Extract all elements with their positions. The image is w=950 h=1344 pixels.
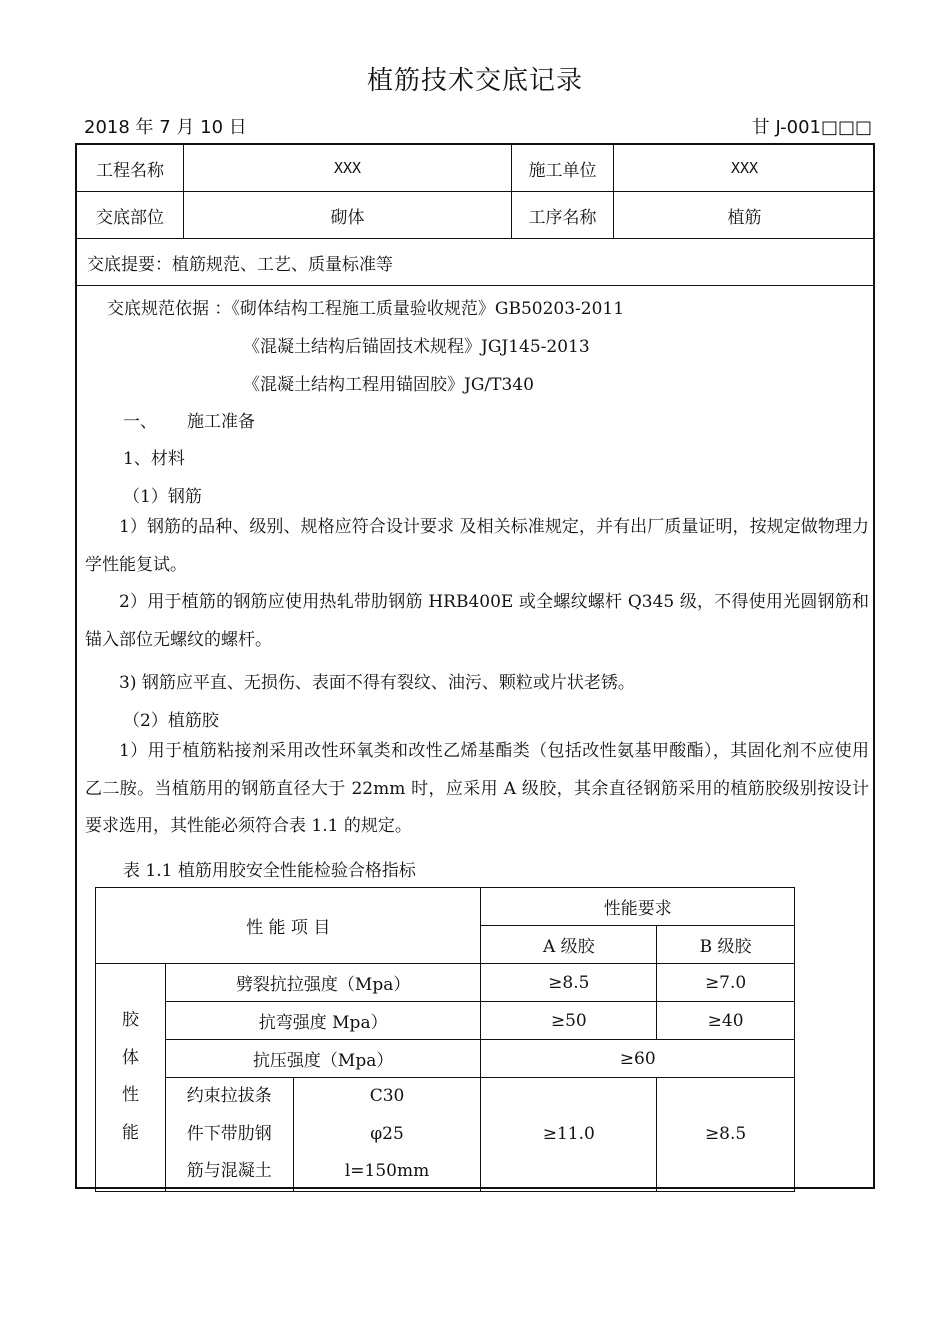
group-char: 性 [121, 1085, 139, 1106]
row-value-b: ≥40 [657, 1002, 795, 1040]
item-header: 性 能 项 目 [96, 888, 481, 964]
paragraph-4: 1）用于植筋粘接剂采用改性环氧类和改性乙烯基酯类（包括改性氨基甲酸酯），其固化剂不应使用乙二胺。当植筋用的钢筋直径大于 22mm 时，应采用 A 级胶，其余直径钢筋采用的植筋胶级别按设计要求选用，其性能必须符合表 1.1 的规定。 [85, 741, 869, 836]
pullout-cond-line: C30 [369, 1086, 405, 1106]
pullout-name [165, 1078, 293, 1192]
group-label [96, 964, 166, 1192]
group-char: 体 [121, 1047, 139, 1068]
location-value: 砌体 [183, 192, 511, 238]
table-row [96, 1002, 795, 1040]
construction-unit-value: XXX [613, 145, 875, 191]
summary-text: 交底提要：植筋规范、工艺、质量标准等 [87, 254, 393, 275]
pullout-conditions [293, 1078, 481, 1192]
section-number: 一、 [123, 412, 157, 432]
row-name: 抗压强度（Mpa） [165, 1040, 481, 1078]
summary-row [77, 239, 873, 286]
basis-line-1: 交底规范依据 ：《砌体结构工程施工质量验收规范》GB50203-2011 [107, 299, 625, 319]
document-title: 植筋技术交底记录 [366, 66, 583, 96]
basis-line-2: 《混凝土结构后锚固技术规程》JGJ145-2013 [243, 337, 590, 357]
project-name-value: XXX [183, 145, 511, 191]
pullout-name-line: 约束拉拔条 [186, 1086, 272, 1106]
item-heading: 1、材料 [123, 449, 185, 469]
pullout-cond-line: φ25 [370, 1123, 404, 1144]
construction-unit-label: 施工单位 [511, 145, 613, 191]
paragraph-2: 2）用于植筋的钢筋应使用热轧带肋钢筋 HRB400E 或全螺纹螺杆 Q345 级，不得使用光圆钢筋和锚入部位无螺纹的螺杆。 [85, 592, 869, 650]
row-name: 劈裂抗拉强度（Mpa） [165, 964, 481, 1002]
row-name: 抗弯强度 Mpa） [165, 1002, 481, 1040]
table-row [96, 1078, 795, 1192]
document-code: 甘 J-001□□□ [751, 117, 872, 138]
row-value-ab: ≥60 [481, 1040, 795, 1078]
pullout-name-line: 件下带肋钢 [186, 1123, 272, 1144]
table-row [96, 964, 795, 1002]
pullout-value-a: ≥11.0 [481, 1078, 657, 1192]
basis-line-3: 《混凝土结构工程用锚固胶》JG/T340 [243, 375, 534, 395]
location-label: 交底部位 [96, 207, 164, 228]
group-char: 能 [121, 1122, 139, 1143]
requirement-header: 性能要求 [481, 888, 795, 926]
paragraph-1: 1）钢筋的品种、级别、规格应符合设计要求 及相关标准规定，并有出厂质量证明，按规定做物理力学性能复试。 [85, 517, 869, 575]
grade-b-header: B 级胶 [657, 926, 795, 964]
table-row [96, 888, 795, 926]
header-row-1 [77, 145, 873, 192]
sub-heading-rebar: （1）钢筋 [123, 487, 202, 507]
pullout-cond-line: l=150mm [344, 1161, 430, 1181]
row-value-a: ≥50 [481, 1002, 657, 1040]
process-label: 工序名称 [511, 192, 613, 238]
grade-a-header: A 级胶 [481, 926, 657, 964]
adhesive-spec-table [95, 887, 795, 1192]
section-heading: 施工准备 [187, 412, 255, 432]
process-value: 植筋 [613, 192, 875, 238]
header-row-2 [77, 192, 873, 239]
group-char: 胶 [121, 1010, 139, 1031]
table-row [96, 1040, 795, 1078]
record-form [75, 143, 875, 1189]
pullout-name-line: 筋与混凝土 [186, 1161, 272, 1181]
pullout-value-b: ≥8.5 [657, 1078, 795, 1192]
project-name-label: 工程名称 [96, 160, 164, 181]
row-value-a: ≥8.5 [481, 964, 657, 1002]
row-value-b: ≥7.0 [657, 964, 795, 1002]
paragraph-3: 3) 钢筋应平直、无损伤、表面不得有裂纹、油污、颗粒或片状老锈。 [119, 673, 635, 693]
record-date: 2018 年 7 月 10 日 [84, 117, 247, 138]
sub-heading-adhesive: （2）植筋胶 [123, 711, 219, 731]
table-caption: 表 1.1 植筋用胶安全性能检验合格指标 [123, 861, 416, 881]
